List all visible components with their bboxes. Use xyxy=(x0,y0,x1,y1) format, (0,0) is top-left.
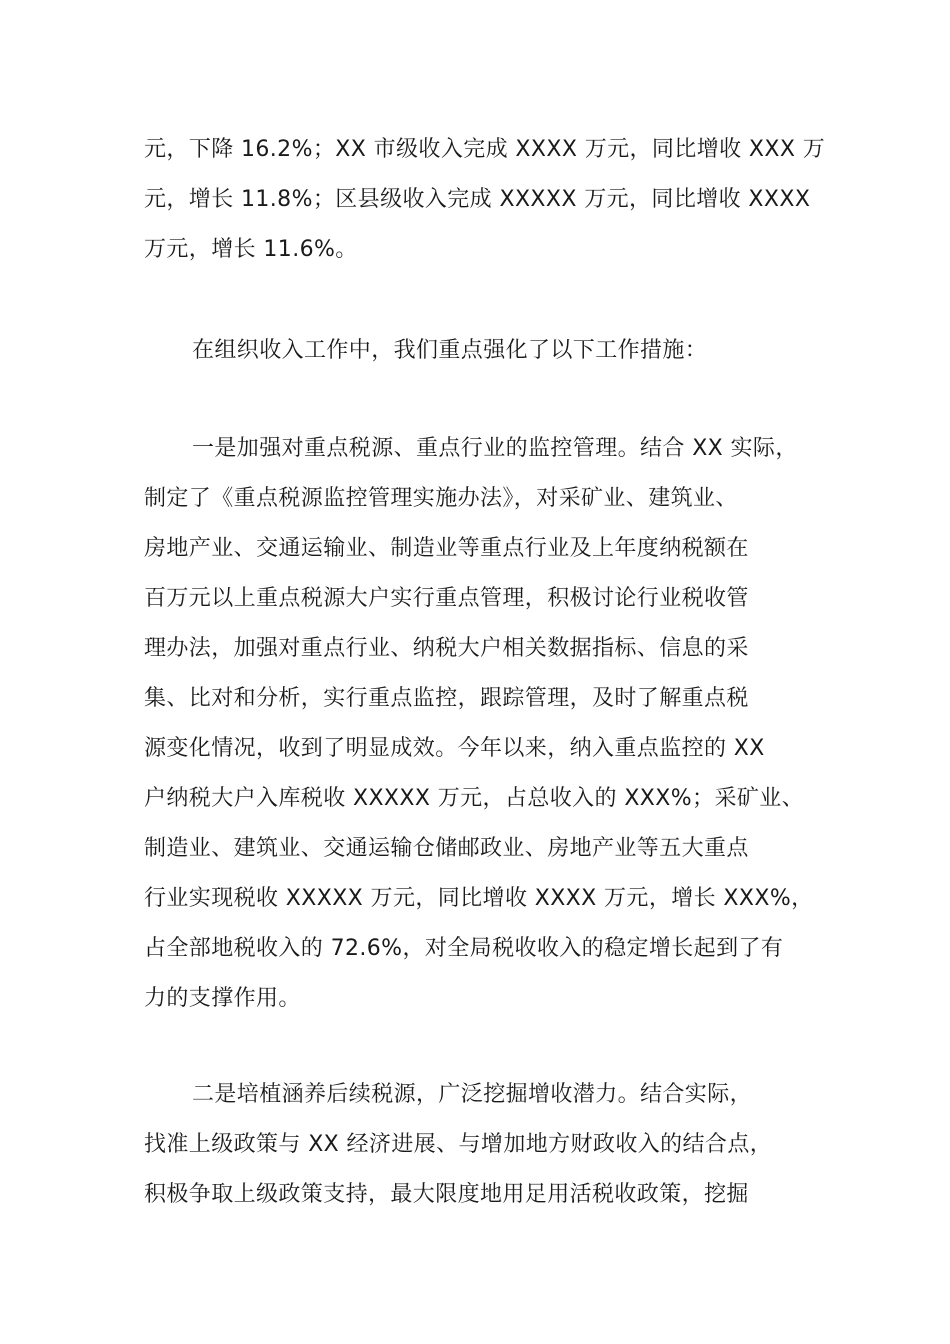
text-line: 找准上级政策与 XX 经济进展、与增加地方财政收入的结合点， xyxy=(144,1132,773,1157)
text-line: 源变化情况，收到了明显成效。今年以来，纳入重点监控的 XX xyxy=(144,736,765,761)
text-line: 百万元以上重点税源大户实行重点管理，积极讨论行业税收管 xyxy=(144,586,749,611)
text-line: 户纳税大户入库税收 XXXXX 万元，占总收入的 XXX%；采矿业、 xyxy=(144,786,805,811)
text-line: 元，下降 16.2%；XX 市级收入完成 XXXX 万元，同比增收 XXX 万 xyxy=(144,137,826,162)
text-line: 万元，增长 11.6%。 xyxy=(144,237,358,262)
text-line: 元，增长 11.8%；区县级收入完成 XXXXX 万元，同比增收 XXXX xyxy=(144,187,811,212)
text-line: 占全部地税收入的 72.6%，对全局税收收入的稳定增长起到了有 xyxy=(144,936,784,961)
text-line: 房地产业、交通运输业、制造业等重点行业及上年度纳税额在 xyxy=(144,536,749,561)
text-line: 制造业、建筑业、交通运输仓储邮政业、房地产业等五大重点 xyxy=(144,836,749,861)
text-line: 二是培植涵养后续税源，广泛挖掘增收潜力。结合实际， xyxy=(192,1082,753,1107)
text-line: 集、比对和分析，实行重点监控，跟踪管理，及时了解重点税 xyxy=(144,686,749,711)
text-line: 积极争取上级政策支持，最大限度地用足用活税收政策，挖掘 xyxy=(144,1182,749,1207)
text-line: 行业实现税收 XXXXX 万元，同比增收 XXXX 万元，增长 XXX%， xyxy=(144,886,814,911)
text-line: 制定了《重点税源监控管理实施办法》，对采矿业、建筑业、 xyxy=(144,486,738,511)
text-line: 一是加强对重点税源、重点行业的监控管理。结合 XX 实际， xyxy=(192,436,798,461)
text-line: 力的支撑作用。 xyxy=(144,986,301,1011)
text-line: 理办法，加强对重点行业、纳税大户相关数据指标、信息的采 xyxy=(144,636,749,661)
text-line: 在组织收入工作中，我们重点强化了以下工作措施： xyxy=(192,338,708,363)
